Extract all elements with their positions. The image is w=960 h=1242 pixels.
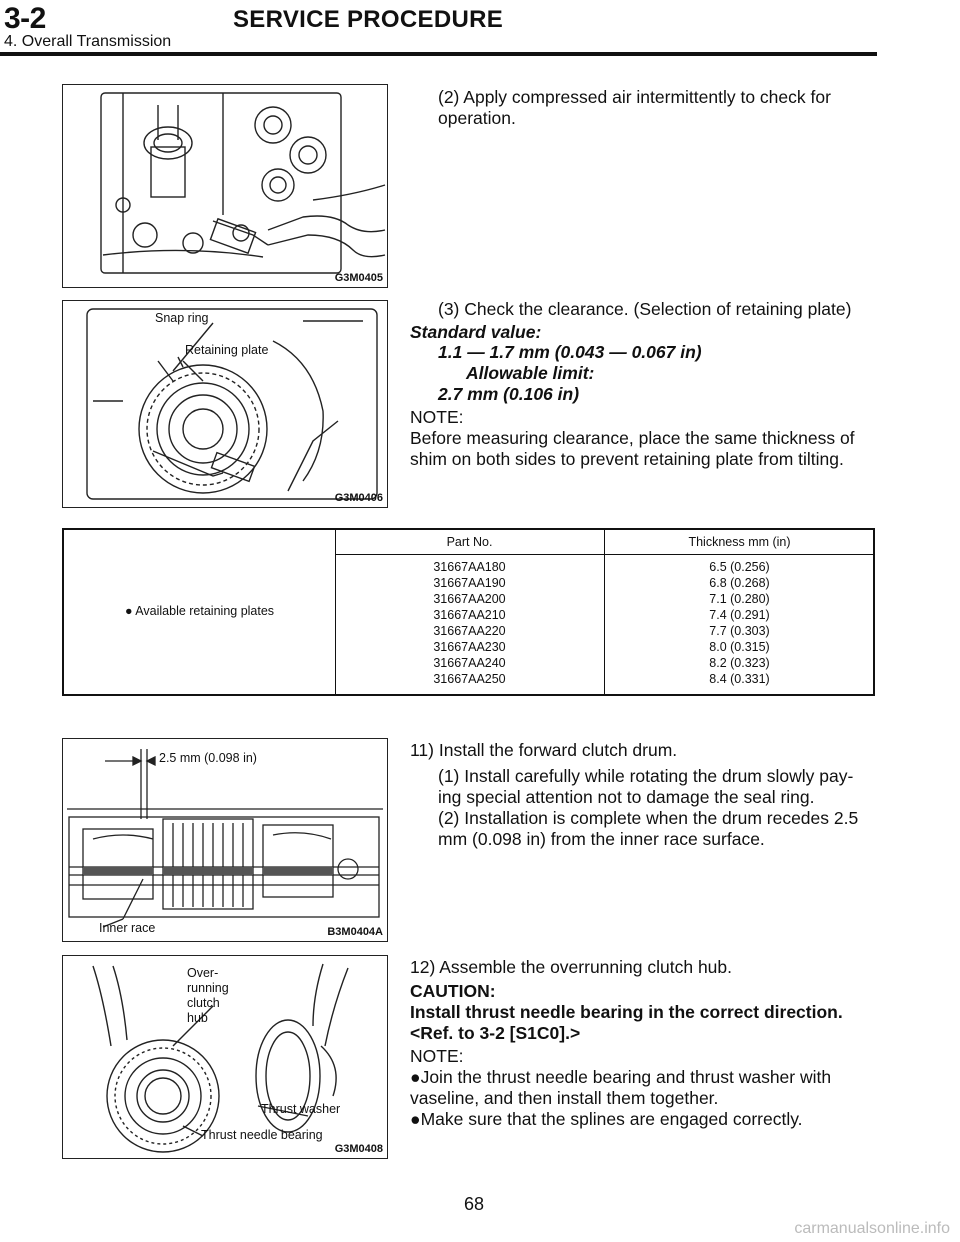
table-row-label [64, 604, 335, 618]
label-line: running [187, 981, 229, 995]
table-cell: 31667AA190 [433, 576, 506, 590]
table-cell: 31667AA230 [433, 640, 506, 654]
section-number: 3-2 [4, 2, 46, 35]
label-overrunning-clutch-hub [187, 966, 229, 1026]
table-cell: 8.2 (0.323) [709, 656, 770, 670]
step12-note1-line1 [410, 1067, 831, 1088]
table-divider [335, 554, 873, 555]
table-header-part-no: Part No. [446, 535, 493, 549]
figure-code: B3M0404A [327, 926, 383, 938]
caution-line1: Install thrust needle bearing in the correct direction. [410, 1002, 843, 1022]
page-subtitle: 4. Overall Transmission [4, 33, 172, 50]
page-number: 68 [464, 1194, 485, 1214]
table-cell: 8.0 (0.315) [709, 640, 770, 654]
note-text: Make sure that the splines are engaged correctly. [420, 1109, 803, 1129]
header-rule [0, 52, 877, 56]
note-text: Join the thrust needle bearing and thrust washer with [420, 1067, 832, 1087]
figure-code: G3M0405 [334, 272, 383, 284]
figure-code: G3M0408 [334, 1143, 383, 1155]
bullet-icon: ● [410, 1109, 421, 1129]
table-row-label-text: Available retaining plates [135, 604, 275, 618]
table-cell: 31667AA200 [433, 592, 506, 606]
figure-overrunning-clutch-hub [62, 955, 388, 1159]
standard-value: 1.1 — 1.7 mm (0.043 — 0.067 in) [438, 342, 702, 362]
table-cell: 7.4 (0.291) [709, 608, 770, 622]
retaining-plates-table [62, 528, 875, 696]
table-cell: 6.8 (0.268) [709, 576, 770, 590]
note-label: NOTE: [410, 407, 464, 427]
label-line: Over- [187, 966, 219, 980]
step3-line1: (3) Check the clearance. (Selection of retaining plate) [438, 299, 852, 319]
note-line1: Before measuring clearance, place the same thickness of [410, 428, 855, 448]
step12-note1-line2: vaseline, and then install them together. [410, 1088, 719, 1108]
table-cell: 31667AA210 [433, 608, 506, 622]
figure-compressed-air-check [62, 84, 388, 288]
table-cell: 31667AA240 [433, 656, 506, 670]
table-cell: 31667AA220 [433, 624, 506, 638]
step12-note-label: NOTE: [410, 1046, 464, 1066]
step12-note2 [410, 1109, 803, 1130]
step2-line2: operation. [438, 108, 516, 128]
label-retaining-plate: Retaining plate [185, 343, 269, 357]
table-header-thickness: Thickness mm (in) [688, 535, 791, 549]
caution-reference: <Ref. to 3-2 [S1C0].> [410, 1023, 581, 1043]
table-cell: 6.5 (0.256) [709, 560, 770, 574]
note-line2: shim on both sides to prevent retaining plate from tilting. [410, 449, 844, 469]
figure-illustration [63, 739, 387, 941]
bullet-icon: ● [124, 604, 133, 618]
label-inner-race: Inner race [99, 921, 156, 935]
table-cell: 31667AA180 [433, 560, 506, 574]
label-dimension: 2.5 mm (0.098 in) [159, 751, 257, 765]
part-number-list [335, 559, 604, 687]
figure-forward-clutch-drum [62, 738, 388, 942]
label-thrust-washer: Thrust washer [261, 1102, 341, 1116]
step11-sub1-line1: (1) Install carefully while rotating the drum slowly pay- [438, 766, 854, 786]
label-line: hub [187, 1011, 208, 1025]
bullet-icon: ● [410, 1067, 421, 1087]
figure-illustration [63, 301, 387, 507]
step12-heading: 12) Assemble the overrunning clutch hub. [410, 957, 732, 977]
label-thrust-needle-bearing: Thrust needle bearing [201, 1128, 323, 1142]
label-snap-ring: Snap ring [155, 311, 209, 325]
step11-sub2-line1: (2) Installation is complete when the drum recedes 2.5 [438, 808, 859, 828]
allowable-limit-label: Allowable limit: [466, 363, 595, 383]
step11-sub1-line2: ing special attention not to damage the seal ring. [438, 787, 815, 807]
figure-clearance-check [62, 300, 388, 508]
table-cell: 7.1 (0.280) [709, 592, 770, 606]
step2-line1: (2) Apply compressed air intermittently to check for [438, 87, 831, 107]
standard-value-label: Standard value: [410, 322, 542, 342]
allowable-limit-value: 2.7 mm (0.106 in) [438, 384, 580, 404]
label-line: clutch [187, 996, 220, 1010]
table-cell: 8.4 (0.331) [709, 672, 770, 686]
thickness-list [604, 559, 875, 687]
figure-code: G3M0406 [334, 492, 383, 504]
watermark: carmanualsonline.info [794, 1220, 950, 1237]
step11-heading: 11) Install the forward clutch drum. [410, 740, 678, 760]
table-cell: 31667AA250 [433, 672, 506, 686]
step11-sub2-line2: mm (0.098 in) from the inner race surface. [438, 829, 765, 849]
page-title: SERVICE PROCEDURE [233, 6, 504, 33]
table-cell: 7.7 (0.303) [709, 624, 770, 638]
caution-label: CAUTION: [410, 981, 496, 1001]
figure-illustration [63, 85, 387, 287]
